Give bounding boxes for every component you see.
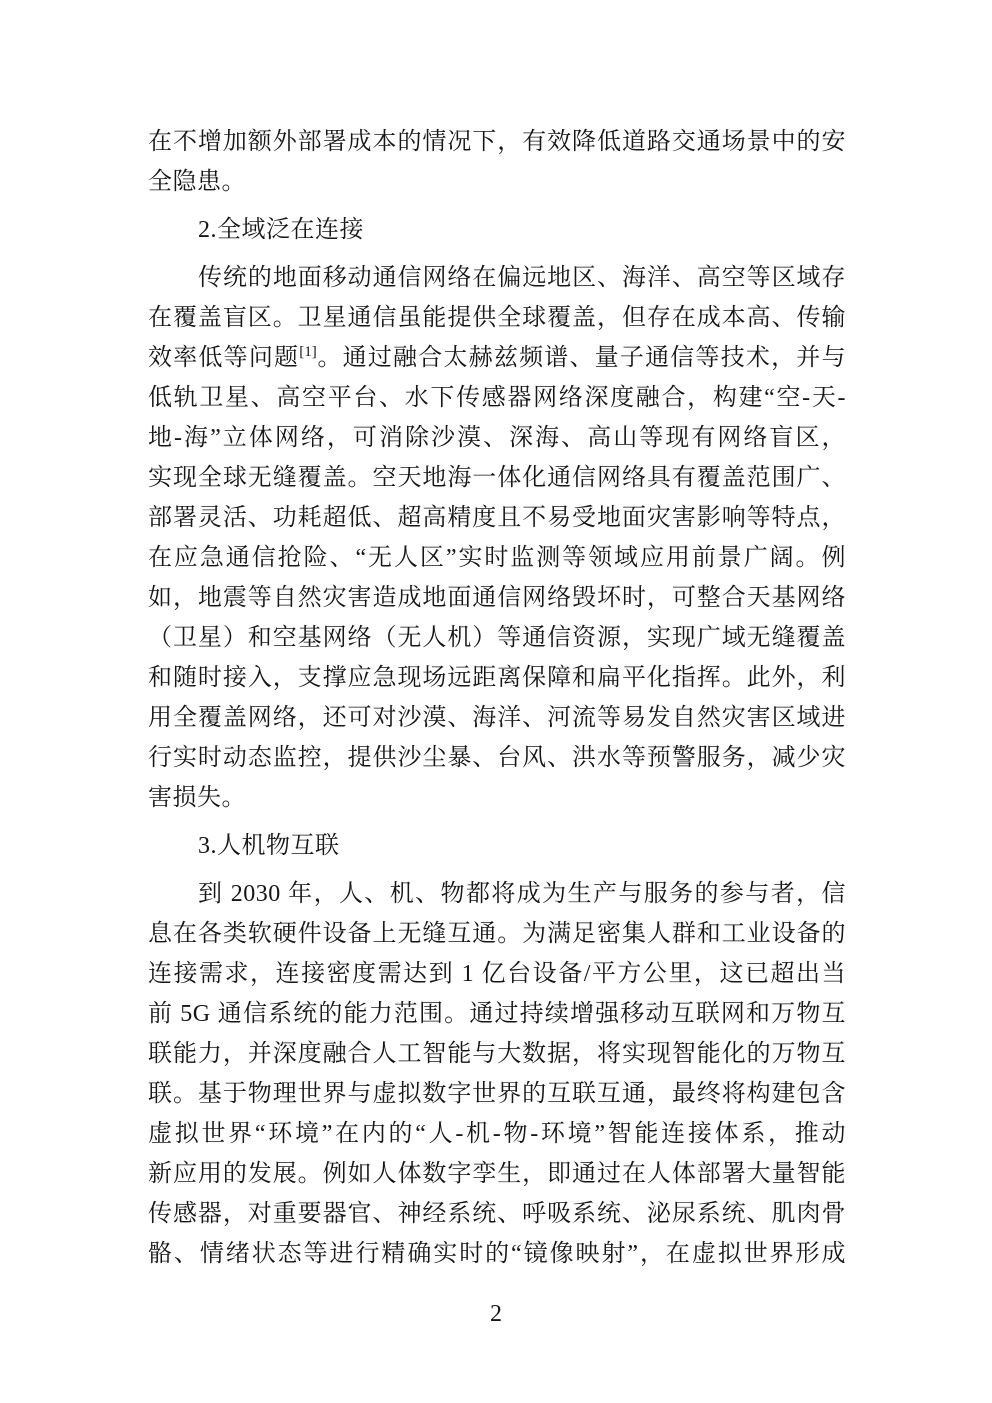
text-line: 在应急通信抢险、“无人区”实时监测等领域应用前景广阔。例 bbox=[148, 545, 846, 571]
text-body bbox=[148, 122, 846, 1274]
section-heading: 3.人机物互联 bbox=[198, 833, 340, 859]
text-line: 前 5G 通信系统的能力范围。通过持续增强移动互联网和万物互 bbox=[148, 1001, 846, 1027]
page-number: 2 bbox=[490, 1301, 502, 1327]
text-line: 如，地震等自然灾害造成地面通信网络毁坏时，可整合天基网络 bbox=[148, 585, 846, 611]
text-line: 在不增加额外部署成本的情况下，有效降低道路交通场景中的安 bbox=[148, 129, 846, 155]
footnote-ref: [1] bbox=[299, 344, 317, 360]
text-line: 全隐患。 bbox=[148, 169, 246, 195]
text-line: 和随时接入，支撑应急现场远距离保障和扁平化指挥。此外，利 bbox=[148, 665, 846, 691]
text-line: 传感器，对重要器官、神经系统、呼吸系统、泌尿系统、肌肉骨 bbox=[148, 1201, 846, 1227]
text-line: 用全覆盖网络，还可对沙漠、海洋、河流等易发自然灾害区域进 bbox=[148, 705, 846, 731]
text-line: 新应用的发展。例如人体数字孪生，即通过在人体部署大量智能 bbox=[148, 1161, 846, 1187]
text-line: 效率低等问题[1]。通过融合太赫兹频谱、量子通信等技术，并与 bbox=[148, 344, 847, 371]
text-line: 行实时动态监控，提供沙尘暴、台风、洪水等预警服务，减少灾 bbox=[148, 745, 846, 771]
text-line: 连接需求，连接密度需达到 1 亿台设备/平方公里，这已超出当 bbox=[148, 961, 846, 987]
text-line: 害损失。 bbox=[148, 785, 246, 811]
text-line: 地-海”立体网络，可消除沙漠、深海、高山等现有网络盲区， bbox=[148, 425, 846, 451]
text-line: 联。基于物理世界与虚拟数字世界的互联互通，最终将构建包含 bbox=[148, 1081, 846, 1107]
text-line: 到 2030 年，人、机、物都将成为生产与服务的参与者，信 bbox=[198, 881, 846, 907]
text-line: 虚拟世界“环境”在内的“人-机-物-环境”智能连接体系，推动 bbox=[148, 1121, 846, 1147]
text-line: 在覆盖盲区。卫星通信虽能提供全球覆盖，但存在成本高、传输 bbox=[148, 305, 846, 331]
text-line: （卫星）和空基网络（无人机）等通信资源，实现广域无缝覆盖 bbox=[148, 625, 846, 651]
text-line: 联能力，并深度融合人工智能与大数据，将实现智能化的万物互 bbox=[148, 1041, 846, 1067]
text-line: 息在各类软硬件设备上无缝互通。为满足密集人群和工业设备的 bbox=[148, 921, 846, 947]
section-heading: 2.全域泛在连接 bbox=[198, 217, 364, 243]
text-line: 部署灵活、功耗超低、超高精度且不易受地面灾害影响等特点， bbox=[148, 505, 846, 531]
text-line: 低轨卫星、高空平台、水下传感器网络深度融合，构建“空-天- bbox=[148, 385, 846, 411]
text-line: 骼、情绪状态等进行精确实时的“镜像映射”，在虚拟世界形成 bbox=[148, 1241, 846, 1267]
text-line: 传统的地面移动通信网络在偏远地区、海洋、高空等区域存 bbox=[198, 265, 846, 291]
text-line: 实现全球无缝覆盖。空天地海一体化通信网络具有覆盖范围广、 bbox=[148, 465, 846, 491]
